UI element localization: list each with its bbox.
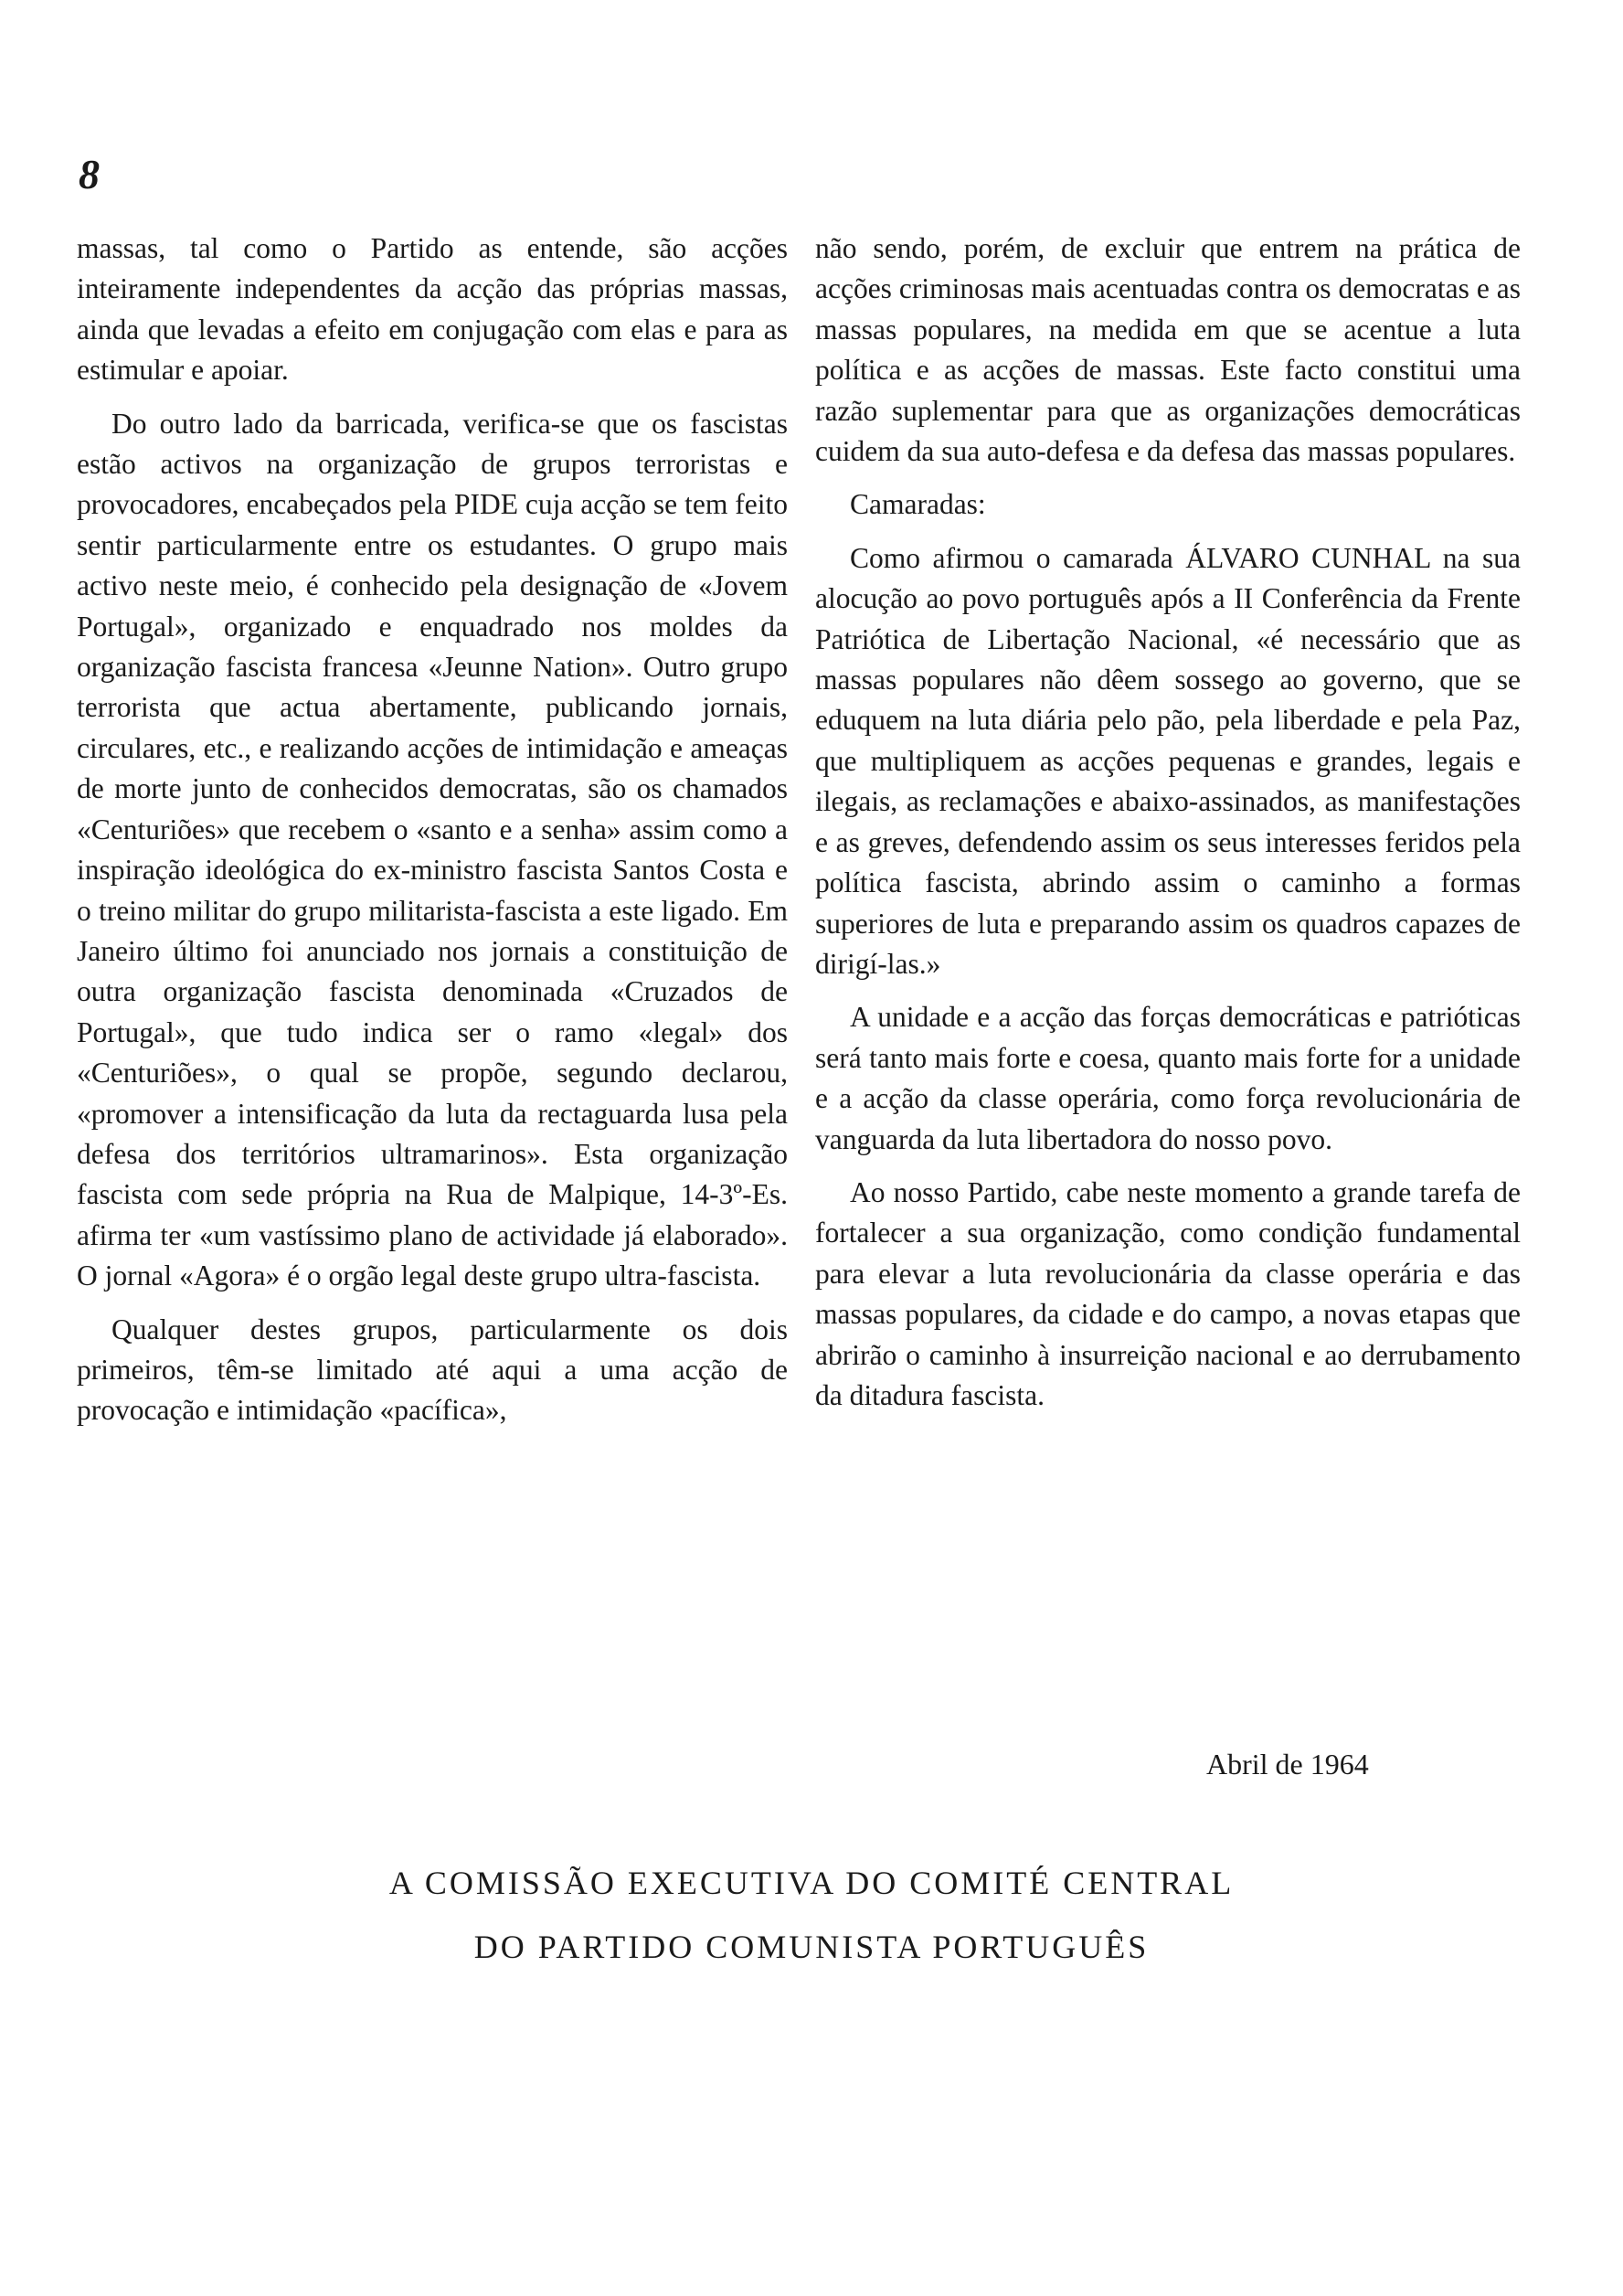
paragraph: Como afirmou o camarada ÁLVARO CUNHAL na sua alocução ao povo português após a II Conferência da Frente Patriótica de Libertação Nacional, «é necessário que as massas populares não dêem sossego ao governo, que se eduquem na luta diária pelo pão, pela liberdade e pela Paz, que multipliquem as acções pequenas e grandes, legais e ilegais, as reclamações e abaixo-assinados, as manifestações e as greves, defendendo assim os seus interesses feridos pela política fascista, abrindo assim o caminho a formas superiores de luta e preparando assim os quadros capazes de dirigí-las.» [815,541,1521,980]
paragraph: Qualquer destes grupos, particularmente os dois primeiros, têm-se limitado até aqui a uma acção de provocação e intimidação «pacífica», [77,1313,788,1427]
signature-line: DO PARTIDO COMUNISTA PORTUGUÊS [473,1929,1150,1965]
right-column [815,229,1521,1429]
paragraph: Ao nosso Partido, cabe neste momento a grande tarefa de fortalecer a sua organização, como condição fundamental para elevar a luta revolucionária da classe operária e das massas populares, da cidade e do campo, a novas etapas que abrirão o caminho à insurreição nacional e ao derrubamento da ditadura fascista. [815,1175,1521,1411]
paragraph: não sendo, porém, de excluir que entrem na prática de acções criminosas mais acentuadas contra os democratas e as massas populares, na medida em que se acentue a luta política e as acções de massas. Este facto constitui uma razão suplementar para que as organizações democráticas cuidem da sua auto-defesa e da defesa das massas populares. [815,232,1521,468]
signature-line: A COMISSÃO EXECUTIVA DO COMITÉ CENTRAL [388,1865,1235,1901]
page-number: 8 [79,151,100,197]
paragraph: A unidade e a acção das forças democráticas e patrióticas será tanto mais forte e coesa, quanto mais forte for a unidade e a acção da classe operária, como força revolucionária de vanguarda da luta libertadora do nosso povo. [815,1001,1521,1155]
signoff-date: Abril de 1964 [1206,1748,1369,1780]
paragraph: massas, tal como o Partido as entende, são acções inteiramente independentes da acção das próprias massas, ainda que levadas a efeito em conjugação com elas e para as estimular e apoiar. [77,232,788,387]
left-column [77,229,788,1444]
salutation: Camaradas: [850,488,986,521]
paragraph: Do outro lado da barricada, verifica-se que os fascistas estão activos na organização de grupos terroristas e provocadores, encabeçados pela PIDE cuja acção se tem feito sentir particularmente entre os estudantes. O grupo mais activo neste meio, é conhecido pela designação de «Jovem Portugal», organizado e enquadrado nos moldes da organização fascista francesa «Jeunne Nation». Outro grupo terrorista que actua abertamente, publicando jornais, circulares, etc., e realizando acções de intimidação e ameaças de morte junto de conhecidos democratas, são os chamados «Centuriões» que recebem o «santo e a senha» assim como a inspiração ideológica do ex-ministro fascista Santos Costa e o treino militar do grupo militarista-fascista a este ligado. Em Janeiro último foi anunciado nos jornais a constituição de outra organização fascista denominada «Cruzados de Portugal», que tudo indica ser o ramo «legal» dos «Centuriões», o qual se propõe, segundo declarou, «promover a intensificação da luta da rectaguarda lusa pela defesa dos territórios ultramarinos». Esta organização fascista com sede própria na Rua de Malpique, 14-3º-Es. afirma ter «um vastíssimo plano de actividade já elaborado». O jornal «Agora» é o orgão legal deste grupo ultra-fascista. [77,407,788,1292]
